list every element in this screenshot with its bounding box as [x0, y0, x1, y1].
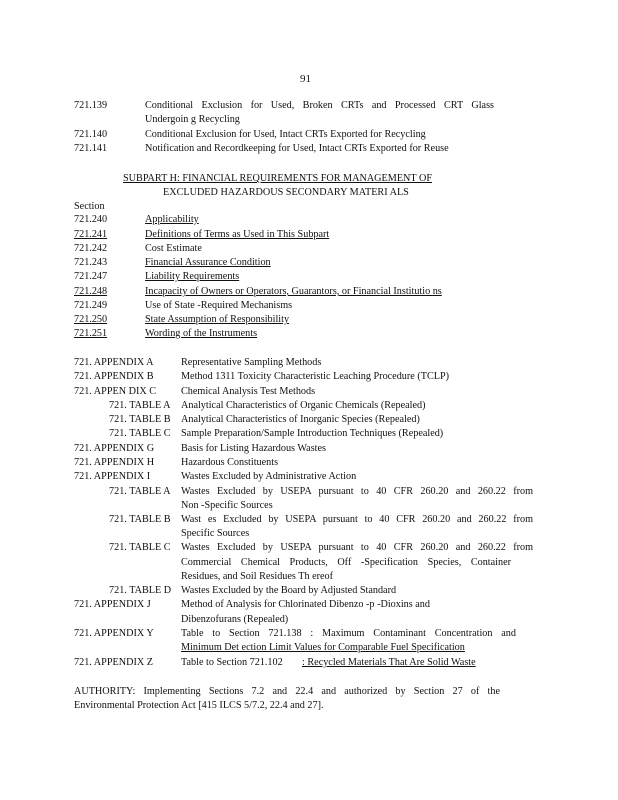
section-title: Use of State -Required Mechanisms — [145, 300, 293, 311]
section-title: Notification and Recordkeeping for Used, Intact CRTs Exported for Reuse — [145, 143, 449, 154]
table-title-continued: Commercial Chemical Products, Off -Specification Species, Container — [181, 557, 511, 568]
appendix-title: Wastes Excluded by Administrative Action — [181, 471, 357, 482]
table-label: 721. TABLE C — [109, 542, 171, 553]
appendix-label: 721. APPENDIX Z — [74, 657, 153, 668]
table-title: Wast es Excluded by USEPA pursuant to 40 CFR 260.20 and 260.22 from — [181, 514, 533, 525]
section-title: Conditional Exclusion for Used, Broken CRTs and Processed CRT Glass — [145, 100, 494, 111]
section-title-continued: Undergoin g Recycling — [145, 114, 240, 125]
section-number: 721.141 — [74, 143, 108, 154]
appendix-title-continued: Dibenzofurans (Repealed) — [181, 614, 289, 625]
section-number: 721.243 — [74, 257, 108, 268]
section-number: 721.250 — [74, 314, 108, 325]
appendix-title: Hazardous Constituents — [181, 457, 279, 468]
table-label: 721. TABLE B — [109, 514, 171, 525]
section-title: Incapacity of Owners or Operators, Guarantors, or Financial Institutio ns — [145, 286, 442, 297]
appendix-label: 721. APPENDIX Y — [74, 628, 154, 639]
page-number: 91 — [300, 73, 311, 85]
appendix-title: Chemical Analysis Test Methods — [181, 386, 316, 397]
section-title: Financial Assurance Condition — [145, 257, 271, 268]
appendix-label: 721. APPENDIX G — [74, 443, 155, 454]
appendix-label: 721. APPENDIX I — [74, 471, 151, 482]
table-label: 721. TABLE A — [109, 400, 171, 411]
authority-line-continued: Environmental Protection Act [415 ILCS 5/7.2, 22.4 and 27]. — [74, 700, 324, 711]
table-label: 721. TABLE B — [109, 414, 171, 425]
subpart-heading: SUBPART H: FINANCIAL REQUIREMENTS FOR MANAGEMENT OF — [123, 173, 433, 184]
section-title: State Assumption of Responsibility — [145, 314, 290, 325]
authority-line: AUTHORITY: Implementing Sections 7.2 and 22.4 and authorized by Section 27 of the — [74, 686, 500, 697]
table-label: 721. TABLE D — [109, 585, 172, 596]
table-title: Wastes Excluded by the Board by Adjusted Standard — [181, 585, 397, 596]
table-title-continued: Residues, and Soil Residues Th ereof — [181, 571, 334, 582]
section-number: 721.248 — [74, 286, 108, 297]
section-number: 721.251 — [74, 328, 108, 339]
subpart-heading-continued: EXCLUDED HAZARDOUS SECONDARY MATERI ALS — [163, 187, 409, 198]
table-title: Analytical Characteristics of Organic Chemicals (Repealed) — [181, 400, 426, 411]
table-title: Wastes Excluded by USEPA pursuant to 40 CFR 260.20 and 260.22 from — [181, 542, 533, 553]
section-number: 721.242 — [74, 243, 108, 254]
section-number: 721.240 — [74, 214, 108, 225]
appendix-title: Table to Section 721.102 — [181, 657, 283, 668]
table-title-continued: Non -Specific Sources — [181, 500, 273, 511]
section-label: Section — [74, 201, 105, 212]
appendix-label: 721. APPENDIX B — [74, 371, 154, 382]
appendix-title: Basis for Listing Hazardous Wastes — [181, 443, 326, 454]
table-label: 721. TABLE A — [109, 486, 171, 497]
appendix-label: 721. APPENDIX A — [74, 357, 154, 368]
section-title: Definitions of Terms as Used in This Subpart — [145, 229, 330, 240]
section-title: Applicability — [145, 214, 199, 225]
table-label: 721. TABLE C — [109, 428, 171, 439]
appendix-title: Method of Analysis for Chlorinated Dibenzo -p -Dioxins and — [181, 599, 430, 610]
table-title: Sample Preparation/Sample Introduction Techniques (Repealed) — [181, 428, 444, 439]
appendix-label: 721. APPEN DIX C — [74, 386, 157, 397]
appendix-label: 721. APPENDIX H — [74, 457, 155, 468]
section-title: Liability Requirements — [145, 271, 240, 282]
section-number: 721.247 — [74, 271, 108, 282]
section-number: 721.249 — [74, 300, 108, 311]
table-title: Wastes Excluded by USEPA pursuant to 40 CFR 260.20 and 260.22 from — [181, 486, 533, 497]
table-title: Analytical Characteristics of Inorganic Species (Repealed) — [181, 414, 420, 425]
section-title: Wording of the Instruments — [145, 328, 258, 339]
section-number: 721.140 — [74, 129, 108, 140]
appendix-label: 721. APPENDIX J — [74, 599, 151, 610]
appendix-title: Table to Section 721.138 : Maximum Contaminant Concentration and — [181, 628, 516, 639]
section-title: Conditional Exclusion for Used, Intact CRTs Exported for Recycling — [145, 129, 426, 140]
appendix-title: Method 1311 Toxicity Characteristic Leaching Procedure (TCLP) — [181, 371, 450, 382]
section-number: 721.139 — [74, 100, 108, 111]
appendix-title-underlined: : Recycled Materials That Are Solid Waste — [302, 657, 476, 668]
section-title: Cost Estimate — [145, 243, 202, 254]
table-title-continued: Specific Sources — [181, 528, 250, 539]
section-number: 721.241 — [74, 229, 108, 240]
appendix-title-continued: Minimum Det ection Limit Values for Comparable Fuel Specification — [181, 642, 465, 653]
appendix-title: Representative Sampling Methods — [181, 357, 322, 368]
